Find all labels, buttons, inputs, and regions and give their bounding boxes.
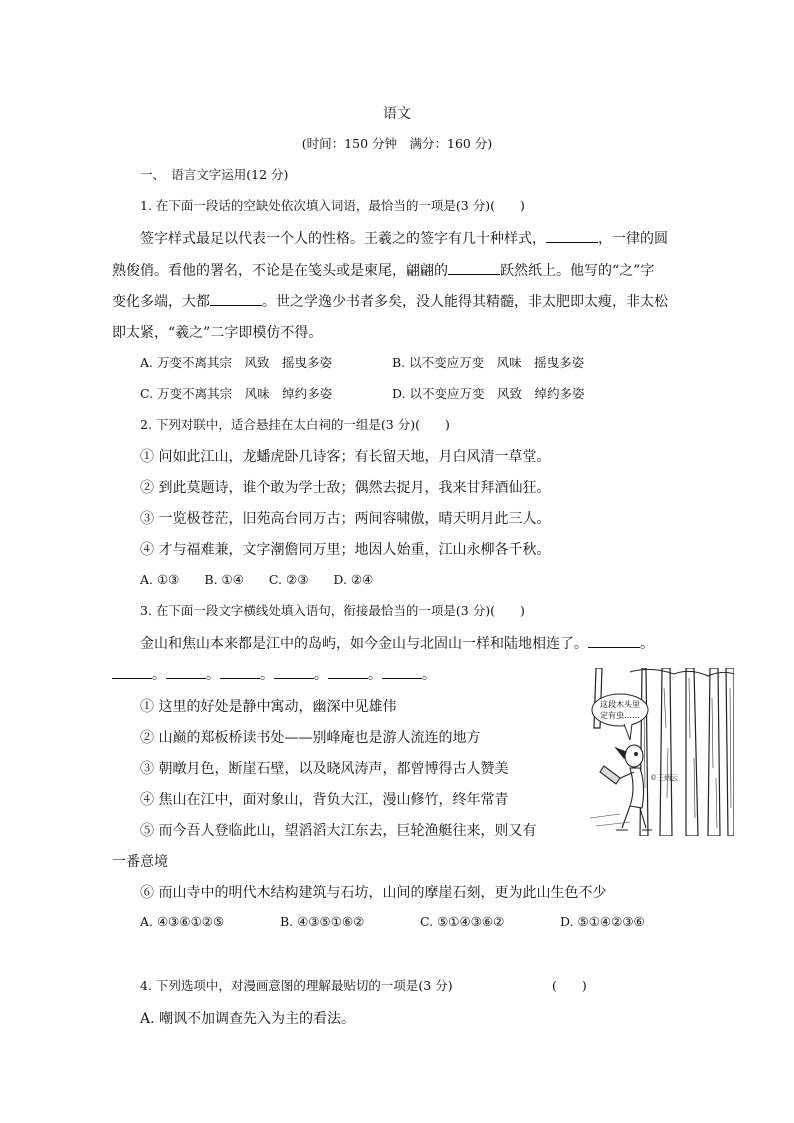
q3-option-c: C. ⑤①④③⑥② — [420, 914, 505, 929]
tree-trunk — [708, 668, 720, 836]
answer-blank — [448, 273, 500, 275]
q3-option-d: D. ⑤①④②③⑥ — [560, 914, 645, 929]
q2-couplet-2: ② 到此莫题诗，谁个敢为学士敌；偶然去捉月，我来甘拜酒仙狂。 — [140, 480, 551, 496]
q1-passage-line2 — [112, 260, 654, 280]
answer-blank — [328, 677, 368, 679]
q2-couplet-3: ③ 一览极苍茫，旧苑高台同万古；两间容啸傲，晴天明月此三人。 — [140, 511, 551, 527]
speech-bubble-line2: 定有虫…… — [600, 711, 640, 720]
answer-blank — [112, 677, 152, 679]
cartoon-illustration — [590, 668, 734, 836]
q4-option-a: A. 嘲讽不加调查先入为主的看法。 — [140, 1011, 356, 1027]
q3-blanks-line: 。 。 。 。 。 。 — [112, 664, 436, 684]
q2-couplet-4: ④ 才与福难兼，文字潮儋同万里；地因人始重，江山永柳各千秋。 — [140, 542, 551, 558]
q3-sentence-5-cont: 一番意境 — [112, 854, 168, 870]
q2-stem: 2. 下列对联中，适合悬挂在太白祠的一组是(3 分)( ) — [140, 417, 450, 432]
speech-bubble-line1: 这段木头里 — [600, 700, 640, 709]
q1-passage-line4: 即太紧，“羲之”二字即模仿不得。 — [112, 325, 323, 341]
q3-sentence-6: ⑥ 而山寺中的明代木结构建筑与石坊，山间的摩崖石刻，更为此山生色不少 — [140, 885, 607, 901]
q3-passage-text: 金山和焦山本来都是江中的岛屿，如今金山与北固山一样和陆地相连了。 — [140, 636, 588, 652]
q4-answer-paren: ( ) — [552, 978, 587, 993]
q2-options: A. ①③ B. ①④ C. ②③ D. ②④ — [140, 572, 374, 587]
answer-blank — [546, 241, 598, 243]
q2-couplet-1: ① 问如此江山，龙蟠虎卧几诗客；有长留天地，月白风清一草堂。 — [140, 449, 551, 465]
answer-blank — [220, 677, 260, 679]
q1-passage-text: 。世之学逸少书者多矣，没人能得其精髓，非太肥即太瘦，非太松 — [262, 294, 668, 310]
q1-passage-line3 — [112, 291, 668, 311]
tree-trunk — [660, 668, 672, 836]
exam-subtitle: (时间：150 分钟 满分：160 分) — [301, 136, 493, 151]
q3-sentence-5: ⑤ 而今吾人登临此山，望滔滔大江东去，巨轮渔艇往来，则又有 — [140, 823, 537, 839]
q1-passage-text: 签字样式最足以代表一个人的性格。王羲之的签字有几十种样式， — [140, 231, 546, 247]
q1-passage-text: 跃然纸上。他写的“之”字 — [500, 263, 655, 279]
q3-sentence-1: ① 这里的好处是静中寓动，幽深中见雄伟 — [140, 699, 397, 715]
q1-passage-text: 变化多端，大都 — [112, 294, 210, 310]
section-heading: 一、 语言文字运用(12 分) — [140, 167, 289, 182]
page-title: 语文 — [383, 106, 411, 122]
q3-stem: 3. 在下面一段文字横线处填入语句，衔接最恰当的一项是(3 分)( ) — [140, 603, 525, 618]
q3-sentence-2: ② 山巅的郑板桥读书处——别峰庵也是游人流连的地方 — [140, 730, 481, 746]
answer-blank — [588, 646, 640, 648]
q1-option-a: A. 万变不离其宗 风致 摇曳多姿 — [140, 355, 332, 370]
answer-blank — [210, 304, 262, 306]
q1-passage-text: 熟俊俏。看他的署名，不论是在笺头或是柬尾，翩翩的 — [112, 263, 448, 279]
cartoon-signature: ©王炳云 — [650, 774, 678, 782]
answer-blank — [382, 677, 422, 679]
q3-passage-line1: 金山和焦山本来都是江中的岛屿，如今金山与北固山一样和陆地相连了。 。 — [140, 636, 654, 652]
q3-sentence-4: ④ 焦山在江中，面对象山，背负大江，漫山修竹，终年常青 — [140, 792, 509, 808]
answer-blank — [166, 677, 206, 679]
q1-stem: 1. 在下面一段话的空缺处依次填入词语，最恰当的一项是(3 分)( ) — [140, 198, 525, 213]
answer-blank — [274, 677, 314, 679]
q3-sentence-3: ③ 朝暾月色，断崖石壁，以及晓风涛声，都曾博得古人赞美 — [140, 761, 509, 777]
q4-stem: 4. 下列选项中，对漫画意图的理解最贴切的一项是(3 分) — [140, 978, 453, 993]
cartoon-svg — [590, 668, 734, 836]
q3-option-b: B. ④③⑤①⑥② — [280, 914, 365, 929]
q1-option-d: D. 以不变应万变 风致 绰约多姿 — [392, 386, 585, 401]
q1-option-b: B. 以不变应万变 风味 摇曳多姿 — [392, 355, 585, 370]
q3-option-a: A. ④③⑥①②⑤ — [140, 914, 225, 929]
q1-passage-text: ，一律的圆 — [598, 231, 668, 247]
q1-passage-line1 — [140, 228, 668, 248]
q1-option-c: C. 万变不离其宗 风味 绰约多姿 — [140, 386, 333, 401]
